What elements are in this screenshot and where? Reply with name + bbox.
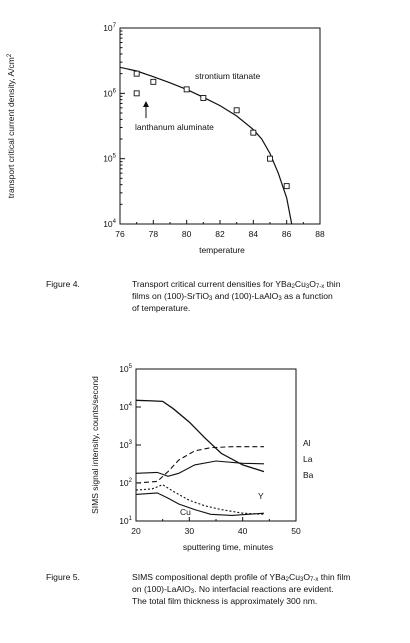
chart1-xtick-label: 78 bbox=[148, 229, 159, 239]
figure5-caption-text bbox=[132, 571, 350, 607]
chart1-point-strontium-titanate bbox=[151, 79, 156, 84]
caption-subscript: 2 bbox=[291, 284, 295, 290]
figure4-caption bbox=[46, 278, 386, 318]
chart1-xtick-label: 82 bbox=[215, 229, 225, 239]
figure5-caption bbox=[46, 571, 386, 611]
chart1-xlabel: temperature bbox=[199, 245, 245, 255]
chart1-point-strontium-titanate bbox=[268, 156, 273, 161]
chart1-ytick-label: $10^4$ bbox=[103, 219, 116, 229]
chart1-point-strontium-titanate bbox=[234, 108, 239, 113]
chart1-xtick-label: 88 bbox=[315, 229, 325, 239]
chart1-ylabel: transport critical current density, $A/cm^2$ bbox=[6, 53, 16, 199]
chart2-series-label-la: La bbox=[303, 454, 313, 464]
figure5-label: Figure 5. bbox=[46, 572, 80, 582]
caption-line: films on (100)-SrTiO$_3$ and (100)-LaAlO$_3$ as a function bbox=[132, 291, 333, 302]
chart1-xtick-label: 84 bbox=[248, 229, 259, 239]
caption-subscript: 3 bbox=[305, 284, 310, 290]
caption-line: on (100)-LaAlO$_3$. No interfacial reactions are evident. bbox=[132, 584, 334, 595]
annotation-arrow-icon bbox=[143, 101, 149, 118]
caption-line: The total film thickness is approximately 300 nm. bbox=[132, 596, 318, 606]
chart2-xtick-label: 20 bbox=[131, 526, 141, 536]
caption-subscript: 3 bbox=[278, 296, 282, 302]
annotation-lanthanum-aluminate: lanthanum aluminate bbox=[135, 122, 214, 132]
chart2-ytick-label: $10^2$ bbox=[119, 478, 132, 488]
chart2-series-label-ba: Ba bbox=[303, 470, 314, 480]
chart2-xtick-label: 50 bbox=[291, 526, 301, 536]
chart2-series-label-al: Al bbox=[303, 438, 311, 448]
chart1-point-lanthanum-aluminate bbox=[134, 91, 139, 96]
chart1-xtick-label: 76 bbox=[115, 229, 125, 239]
chart2-series-label-y: Y bbox=[258, 491, 264, 501]
chart1-point-strontium-titanate bbox=[184, 87, 189, 92]
figure4-caption-text bbox=[132, 278, 341, 314]
chart2-ytick-label: $10^3$ bbox=[119, 440, 132, 450]
chart2-series-al bbox=[136, 400, 264, 471]
caption-subscript: 7-x bbox=[315, 284, 325, 290]
chart2-xtick-label: 40 bbox=[237, 526, 248, 536]
chart1-ytick-label: $10^7$ bbox=[103, 23, 116, 33]
chart1-point-strontium-titanate bbox=[251, 130, 256, 135]
chart1-point-strontium-titanate bbox=[134, 71, 139, 76]
chart-sims-profile bbox=[90, 364, 314, 552]
caption-subscript: 7-x bbox=[310, 577, 319, 583]
chart1-xtick-label: 80 bbox=[181, 229, 192, 239]
chart2-xlabel: sputtering time, minutes bbox=[182, 542, 274, 552]
chart2-series-label-cu: Cu bbox=[180, 507, 191, 517]
chart2-frame bbox=[136, 369, 296, 521]
chart2-series-ba bbox=[136, 461, 264, 476]
caption-line: Transport critical current densities for $YBa_2Cu_3O_{7-x}$ thin bbox=[132, 279, 341, 290]
chart2-series-y bbox=[136, 485, 264, 515]
chart2-xtick-label: 30 bbox=[184, 526, 195, 536]
chart1-ytick-label: $10^6$ bbox=[103, 88, 116, 99]
caption-subscript: 2 bbox=[285, 577, 290, 583]
chart1-fit-curve bbox=[120, 67, 292, 224]
chart1-xtick-label: 86 bbox=[281, 229, 292, 239]
caption-subscript: 3 bbox=[190, 589, 195, 595]
chart2-ytick-label: $10^1$ bbox=[119, 516, 132, 526]
caption-subscript: 3 bbox=[300, 577, 304, 583]
chart1-ytick-label: $10^5$ bbox=[103, 153, 116, 164]
chart2-ytick-label: $10^4$ bbox=[119, 402, 132, 412]
chart2-ylabel: SIMS signal intensity, counts/second bbox=[90, 376, 100, 514]
chart-critical-current bbox=[6, 23, 325, 255]
chart2-ytick-label: $10^5$ bbox=[119, 364, 132, 374]
figure4-label: Figure 4. bbox=[46, 279, 80, 289]
caption-line: SIMS compositional depth profile of $YBa_2Cu_3O_{7-x}$ thin film bbox=[132, 572, 351, 583]
chart1-point-strontium-titanate bbox=[284, 184, 289, 189]
chart1-point-strontium-titanate bbox=[201, 95, 206, 100]
caption-line: of temperature. bbox=[132, 303, 191, 313]
chart2-series-la bbox=[136, 447, 264, 483]
caption-subscript: 3 bbox=[209, 296, 213, 302]
annotation-strontium-titanate: strontium titanate bbox=[195, 71, 261, 81]
